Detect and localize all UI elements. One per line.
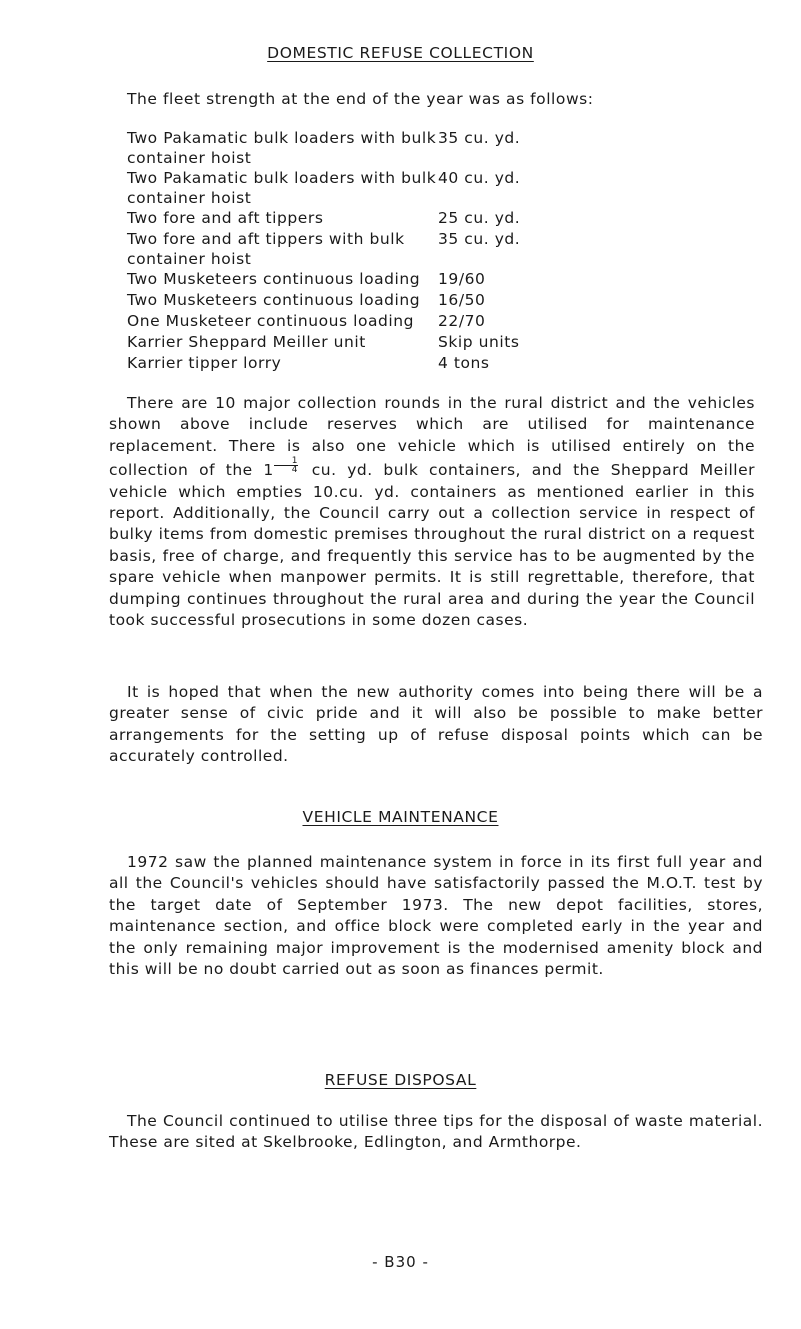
fleet-row-9-description: Karrier tipper lorry xyxy=(127,354,282,372)
page-number: - B30 - xyxy=(372,1253,429,1271)
section-heading-vehicle-maintenance: VEHICLE MAINTENANCE xyxy=(302,808,499,826)
fleet-row-6-description: Two Musketeers continuous loading xyxy=(127,291,421,309)
paragraph-collection-rounds-end: cu. yd. bulk containers, and the Sheppard Meiller vehicle which empties 10.cu. yd. containers as mentioned earlier in this report. Additionally, the Council carry out a collection service in respect of bulky items from domestic premises throughout the rural district on a request basis, free of charge, and frequently this service has to be augmented by the spare vehicle when manpower permits. It is still regrettable, therefore, that dumping continues throughout the rural area and during the year the Council took successful prosecutions in some dozen cases. xyxy=(109,461,755,630)
fleet-row-7-description: One Musketeer continuous loading xyxy=(127,312,415,330)
section-heading-refuse-collection: DOMESTIC REFUSE COLLECTION xyxy=(267,44,534,62)
fleet-row-9-capacity: 4 tons xyxy=(438,354,490,372)
fleet-row-8-capacity: Skip units xyxy=(438,333,520,351)
fleet-row-1-capacity: 35 cu. yd. xyxy=(438,129,521,147)
paragraph-refuse-disposal: The Council continued to utilise three tips for the disposal of waste material. These are sited at Skelbrooke, Edlington, and Armthorpe. xyxy=(109,1112,763,1152)
fleet-row-4-capacity: 35 cu. yd. xyxy=(438,230,521,248)
paragraph-collection-rounds xyxy=(109,393,755,631)
fleet-intro: The fleet strength at the end of the year was as follows: xyxy=(127,90,594,108)
fleet-row-2-description: Two Pakamatic bulk loaders with bulk container hoist xyxy=(127,169,437,207)
fleet-row-5-capacity: 19/60 xyxy=(438,270,486,288)
paragraph-collection-rounds-start: There are 10 major collection rounds in the rural district and the vehicles shown above include reserves which are utilised for maintenance replacement. There is also one vehicle which is utilised entirely on the collection of the 1 xyxy=(109,394,755,480)
fleet-row-3-capacity: 25 cu. yd. xyxy=(438,209,521,227)
fleet-row-5-description: Two Musketeers continuous loading xyxy=(127,270,421,288)
fleet-row-3-description: Two fore and aft tippers xyxy=(127,209,324,227)
fleet-row-8-description: Karrier Sheppard Meiller unit xyxy=(127,333,366,351)
fleet-row-6-capacity: 16/50 xyxy=(438,291,486,309)
fleet-row-4-description: Two fore and aft tippers with bulk container hoist xyxy=(127,230,405,268)
paragraph-vehicle-maintenance: 1972 saw the planned maintenance system in force in its first full year and all the Council's vehicles should have satisfactorily passed the M.O.T. test by the target date of September 1973. The new depot facilities, stores, maintenance section, and office block were completed early in the year and the only remaining major improvement is the modernised amenity block and this will be no doubt carried out as soon as finances permit. xyxy=(109,853,763,979)
fraction-quarter: $\frac{1}{4}$ xyxy=(274,457,298,474)
fleet-row-7-capacity: 22/70 xyxy=(438,312,486,330)
section-heading-refuse-disposal: REFUSE DISPOSAL xyxy=(324,1071,477,1089)
paragraph-civic-pride: It is hoped that when the new authority comes into being there will be a greater sense of civic pride and it will also be possible to make better arrangements for the setting up of refuse disposal points which can be accurately controlled. xyxy=(109,683,763,766)
fleet-row-1-description: Two Pakamatic bulk loaders with bulk container hoist xyxy=(127,129,437,167)
fleet-row-2-capacity: 40 cu. yd. xyxy=(438,169,521,187)
